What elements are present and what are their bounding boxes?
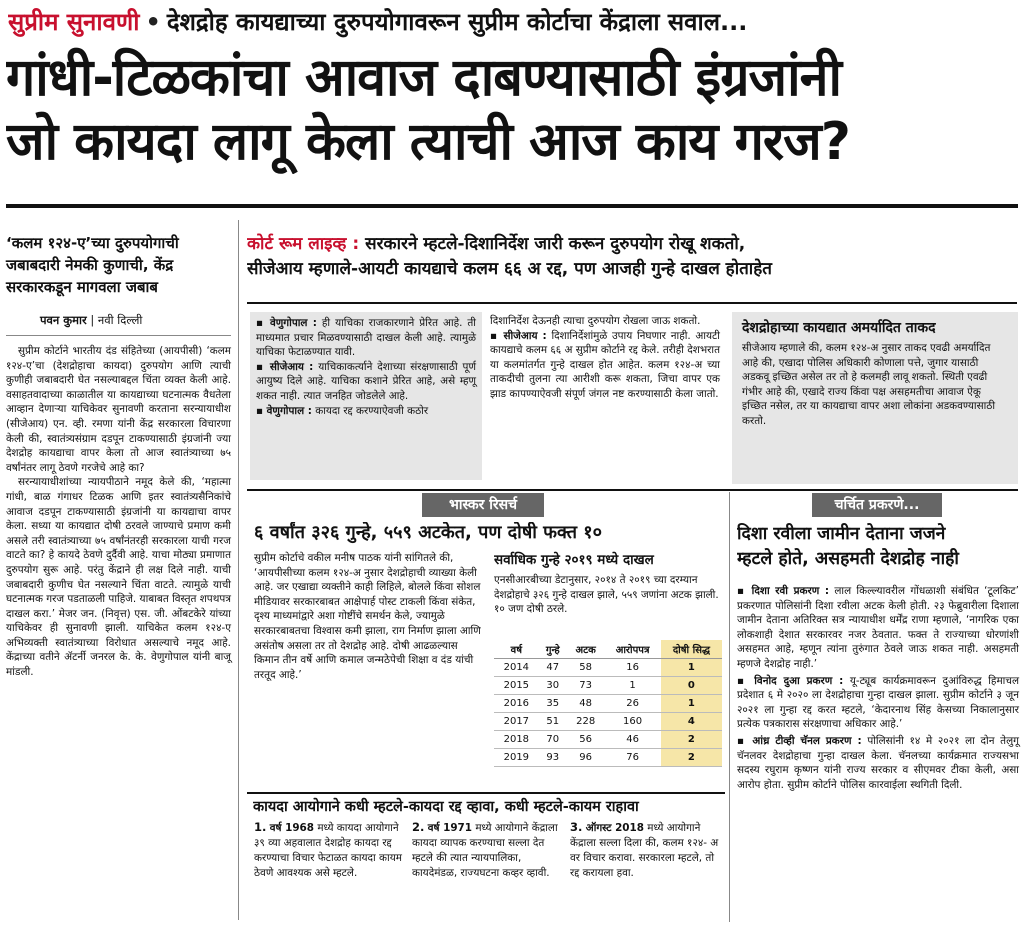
court-line-2: सीजेआय म्हणाले-आयटी कायद्याचे कलम ६६ अ रद्द, पण आजही गुन्हे दाखल होताहेत (247, 259, 772, 279)
col-header: अटक (567, 640, 604, 659)
exchange-entry (256, 360, 476, 404)
kicker-bullet: • (145, 8, 161, 36)
box-body: सीजेआय म्हणाले की, कलम १२४-अ नुसार ताकद एवढी अमर्यादित आहे की, एखादा पोलिस अधिकारी कोणाला पत्ते, जुगार यासाठी अडकवू इच्छित असेल तर तो हे कलमही लावू शकतो. स्थिती एवढी गंभीर आहे की, एखादे राज्य किंवा पक्ष असहमतीचा आवाज ऐकू इच्छित नसेल, तर या कायद्याचा वापर अशा लोकांना अडकवण्यासाठी करतो. (742, 342, 996, 427)
table-cell: 0 (661, 677, 722, 695)
byline (40, 313, 230, 328)
byline-sep: | (90, 313, 95, 327)
item-number: 1. (254, 820, 267, 834)
table-cell: 1 (661, 659, 722, 677)
case-entry (737, 734, 1019, 792)
column-divider-left (238, 220, 239, 920)
left-para-1: सुप्रीम कोर्टाने भारतीय दंड संहितेच्या (आयपीसी) ‘कलम १२४-ए’चा (देशद्रोहाचा कायदा) दुरुपयोग आणि त्याची कुणीही जबाबदारी घेत नसल्याबद्दल चिंता व्यक्त केली आहे. वसाहतवादाच्या काळातील या कायद्याच्या घटनात्मक वैधतेला आव्हान देणाऱ्या याचिकेवर सुनावणी करताना सरन्यायाधीश (सीजेआय) एन. व्ही. रमणा यांनी केंद्र सरकारला विचारणा केली की, स्वातंत्र्यसंग्राम दडपून टाकण्यासाठी इंग्रजांनी ज्या देशद्रोह कायद्याचा वापर केला तो आज स्वातंत्र्याच्या ७५ वर्षांनंतर लागू ठेवणे गरजेचे आहे का? (6, 345, 231, 474)
table-cell: 2015 (494, 677, 539, 695)
speaker: ▪ वेणुगोपाल : (256, 404, 312, 417)
statement: कायदा रद्द करण्याऐवजी कठोर (315, 404, 429, 417)
case-label: ▪ दिशा रवी प्रकरण : (737, 585, 830, 597)
research-tag: भास्कर रिसर्च (422, 493, 544, 517)
item-lead: ऑगस्ट 2018 (585, 822, 644, 834)
table-cell: 30 (539, 677, 567, 695)
case-text: पोलिसांनी १४ मे २०२१ ला दोन तेलुगू चॅनलवर देशद्रोहाचा गुन्हा दाखल केला. चॅनलच्या कार्यक्रमात राज्यसभा सदस्य रघुराम कृष्णन यांनी राज्य सरकार व सीएमवर टीका केली, असा आरोप होता. सुप्रीम कोर्टाने पोलिस कारवाईला स्थगिती दिली. (737, 734, 1019, 791)
item-number: 2. (412, 820, 425, 834)
case-entry (737, 674, 1019, 732)
discussed-headline-1: दिशा रवीला जामीन देताना जजने (737, 524, 946, 544)
discussed-headline-2: म्हटले होते, असहमती देशद्रोह नाही (737, 549, 959, 569)
research-body: सुप्रीम कोर्टाचे वकील मनीष पाठक यांनी सांगितले की, ‘आयपीसीच्या कलम १२४-अ नुसार देशद्रोहाची व्याख्या केली आहे. जर एखाद्या व्यक्तीने काही लिहिले, बोलले किंवा सोशल मीडियावर सरकारबाबत आक्षेपार्ह पोस्ट टाकली किंवा संकेत, दृश्य माध्यमांद्वारे अशा गोष्टींचे समर्थन केले, ज्यामुळे सरकारबाबतचा विश्वास कमी झाला, राग निर्माण झाला आणि असंतोष असला तर तो देशद्रोह आहे. दोषी आढळल्यास किमान तीन वर्षे आणि कमाल जन्मठेपेची शिक्षा व दंड यांची तरतूद आहे.’ (254, 552, 481, 681)
table-cell: 73 (567, 677, 604, 695)
table-cell: 2 (661, 749, 722, 767)
research-headline: ६ वर्षांत ३२६ गुन्हे, ५५९ अटकेत, पण दोषी फक्त १० (254, 522, 602, 543)
table-row (494, 677, 722, 695)
kicker-text: देशद्रोह कायद्याच्या दुरुपयोगावरून सुप्रीम कोर्टाचा केंद्राला सवाल... (166, 8, 748, 36)
headline-line-2: जो कायदा लागू केला त्याची आज काय गरज? (6, 112, 850, 172)
commission-item-2 (412, 820, 562, 881)
speaker: ▪ सीजेआय : (490, 329, 547, 342)
kicker (8, 4, 1018, 40)
exchange-column-2 (490, 314, 720, 402)
table-header-row (494, 640, 722, 659)
table-cell: 2019 (494, 749, 539, 767)
exchange-entry: दिशानिर्देश देऊनही त्याचा दुरुपयोग रोखला जाऊ शकतो. (490, 315, 701, 327)
case-text: यू-ट्यूब कार्यक्रमावरून दुआंविरुद्ध हिमाचल प्रदेशात ६ मे २०२० ला देशद्रोहाचा गुन्हा दाखल झाला. सुप्रीम कोर्टाने ३ जून २०२१ ला गुन्हा रद्द करत म्हटले, ‘केदारनाथ सिंह केसच्या निकालानुसार प्रत्येक पत्रकारास संरक्षणाचा अधिकार आहे.’ (737, 674, 1019, 731)
table-cell: 26 (604, 695, 660, 713)
table-cell: 4 (661, 713, 722, 731)
item-text: मध्ये आयोगाने केंद्राला सल्ला दिला की, कलम १२४- अ वर विचार करावा. सरकारला म्हटले, तो रद्द करायला हवा. (570, 822, 719, 879)
exchange-entry (490, 329, 720, 402)
discussed-headline (737, 522, 1019, 572)
table-cell: 228 (567, 713, 604, 731)
table-cell: 35 (539, 695, 567, 713)
left-column-body (6, 344, 231, 680)
item-text: मध्ये कायदा आयोगाने ३९ व्या अहवालात देशद्रोह कायदा रद्द करण्याचा विचार फेटाळत कायदा कायम ठेवणे आवश्यक असे म्हटले. (254, 822, 402, 879)
table-row (494, 749, 722, 767)
table-cell: 1 (604, 677, 660, 695)
deck-rule (6, 335, 231, 336)
col-header: दोषी सिद्ध (661, 640, 722, 659)
case-text: लाल किल्ल्यावरील गोंधळाशी संबंधित ‘टूलकिट’ प्रकरणात पोलिसांनी दिशा रवीला अटक केली होती. २३ फेब्रुवारीला दिशाला जामीन देताना अतिरिक्त सत्र न्यायाधीश धर्मेंद्र राणा म्हणाले, ‘नागरिक एका लोकशाही देशात सरकारवर नजर ठेवतात. फक्त ते राज्याच्या धोरणांशी असहमत आहे, म्हणून त्यांना तुरुंगात ठेवले जाऊ शकत नाही. असहमती म्हणजे देशद्रोह नाही.’ (737, 585, 1019, 670)
case-entry (737, 584, 1019, 672)
table-cell: 2 (661, 731, 722, 749)
table-row (494, 731, 722, 749)
case-label: ▪ विनोद दुआ प्रकरण : (737, 674, 844, 687)
table-cell: 1 (661, 695, 722, 713)
col-header: वर्ष (494, 640, 539, 659)
commission-headline: कायदा आयोगाने कधी म्हटले-कायदा रद्द व्हावा, कधी म्हटले-कायम राहावा (253, 799, 639, 815)
exchange-entry (256, 404, 476, 419)
table-cell: 2016 (494, 695, 539, 713)
left-para-2: सरन्यायाधीशांच्या न्यायपीठाने नमूद केले की, ‘महात्मा गांधी, बाळ गंगाधर टिळक आणि इतर स्वातंत्र्यसैनिकांचे आवाज दडपून टाकण्यासाठी इंग्रजांनी या कायद्याचा वापर केला. सध्या या कायद्यात दोषी ठरवले जाण्याचे प्रमाण कमी असले तरी स्वातंत्र्याच्या ७५ वर्षांनंतरही सरकारला याची गरज वाटते का? हे कायदे ठेवणे दुर्दैवी आहे. याचा मोठ्या प्रमाणात दुरुपयोग सुरू आहे. परंतु केंद्राने ही लक्ष दिले नाही. याची जबाबदारी कुणीच घेत नसल्याने चिंता वाटते. त्यामुळे याची घटनात्मक गरज पडताळली पाहिजे. याबाबत विस्तृत शपथपत्र दाखल करा.’ मेजर जन. (निवृत्त) एस. जी. ओंबटकेरे यांच्या याचिकेवर ही सुनावणी झाली. याचिकेत कलम १२४-ए अभिव्यक्ती स्वातंत्र्याच्या विरोधात असल्याचे नमूद आहे. केंद्राच्या वतीने ॲटर्नी जनरल के. के. वेणुगोपाल यांनी बाजू मांडली. (6, 476, 231, 679)
item-lead: वर्ष 1971 (427, 822, 473, 834)
table-cell: 2018 (494, 731, 539, 749)
headline-rule (6, 204, 1018, 208)
court-label: कोर्ट रूम लाइव्ह : (247, 234, 360, 254)
section-label: सुप्रीम सुनावणी (8, 8, 140, 36)
byline-place: नवी दिल्ली (97, 313, 143, 327)
item-text: मध्ये आयोगाने केंद्राला कायदा व्यापक करण्याचा सल्ला देत म्हटले की त्यात न्यायपालिका, कायदेमंडळ, राज्यघटना कव्हर व्हावी. (412, 822, 558, 879)
table-cell: 2014 (494, 659, 539, 677)
discussed-cases (737, 584, 1019, 792)
headline-line-1: गांधी-टिळकांचा आवाज दाबण्यासाठी इंग्रजांनी (6, 48, 841, 108)
table-cell: 16 (604, 659, 660, 677)
table-cell: 70 (539, 731, 567, 749)
commission-item-1 (254, 820, 404, 881)
col-header: गुन्हे (539, 640, 567, 659)
commission-rule (247, 792, 725, 794)
col-header: आरोपपत्र (604, 640, 660, 659)
statement: ही याचिका राजकारणाने प्रेरित आहे. ती माध्यमात प्रचार मिळवण्यासाठी दाखल केली आहे. त्यामुळे याचिका फेटाळण्यात यावी. (256, 317, 476, 359)
statement: याचिकाकर्त्याने देशाच्या संरक्षणासाठी पूर्ण आयुष्य दिले आहे. याचिका कशाने प्रेरित आहे, असे म्हणू शकत नाही. त्यात जनहित जोडलेले आहे. (256, 360, 476, 402)
commission-item-3 (570, 820, 722, 881)
table-cell: 56 (567, 731, 604, 749)
table-cell: 46 (604, 731, 660, 749)
table-cell: 93 (539, 749, 567, 767)
box-title: देशद्रोहाच्या कायद्यात अमर्यादित ताकद (742, 320, 936, 336)
table-cell: 58 (567, 659, 604, 677)
sedition-data-table (494, 640, 722, 767)
table-cell: 96 (567, 749, 604, 767)
column-divider-right (729, 492, 730, 922)
deck: ‘कलम १२४-ए’च्या दुरुपयोगाची जबाबदारी नेमकी कुणाची, केंद्र सरकारकडून मागवला जबाब (6, 234, 179, 296)
main-headline (6, 46, 1018, 174)
byline-name: पवन कुमार (40, 313, 87, 327)
table-row (494, 713, 722, 731)
table-cell: 48 (567, 695, 604, 713)
statement: दिशानिर्देशांमुळे उपाय निघणार नाही. आयटी कायद्याचे कलम ६६ अ सुप्रीम कोर्टाने रद्द केले. तरीही देशभरात या कलमांतर्गत गुन्हे दाखल होत आहेत. कलम १२४-अ च्या ताकदीची तुलना त्या आरीशी करू शकता, जिचा वापर एक झाड कापण्याऐवजी संपूर्ण जंगल नष्ट करण्यासाठी केला जातो. (490, 329, 720, 400)
ncrb-title: सर्वाधिक गुन्हे २०१९ मध्ये दाखल (494, 552, 654, 568)
table-cell: 47 (539, 659, 567, 677)
court-room-headline (247, 232, 1017, 282)
discussed-tag: चर्चित प्रकरणे... (812, 493, 942, 517)
item-number: 3. (570, 820, 583, 834)
unlimited-power-box (732, 312, 1018, 484)
exchange-entry (256, 316, 476, 360)
table-row (494, 659, 722, 677)
section-rule (247, 489, 1018, 491)
table-cell: 2017 (494, 713, 539, 731)
item-lead: वर्ष 1968 (269, 822, 315, 834)
ncrb-section (494, 551, 724, 617)
table-cell: 51 (539, 713, 567, 731)
table-cell: 160 (604, 713, 660, 731)
speaker: ▪ वेणुगोपाल : (256, 317, 317, 329)
ncrb-text: एनसीआरबीच्या डेटानुसार, २०१४ ते २०१९ च्या दरम्यान देशद्रोहाचे ३२६ गुन्हे दाखल झाले, ५५९ जणांना अटक झाली. १० जण दोषी ठरले. (494, 574, 719, 616)
exchange-column-1 (250, 312, 482, 480)
speaker: ▪ सीजेआय : (256, 360, 314, 373)
table-cell: 76 (604, 749, 660, 767)
case-label: ▪ आंध्र टीव्ही चॅनल प्रकरण : (737, 734, 862, 747)
table-row (494, 695, 722, 713)
court-rule (247, 302, 1017, 304)
court-line-1: सरकारने म्हटले-दिशानिर्देश जारी करून दुरुपयोग रोखू शकतो, (365, 234, 746, 254)
